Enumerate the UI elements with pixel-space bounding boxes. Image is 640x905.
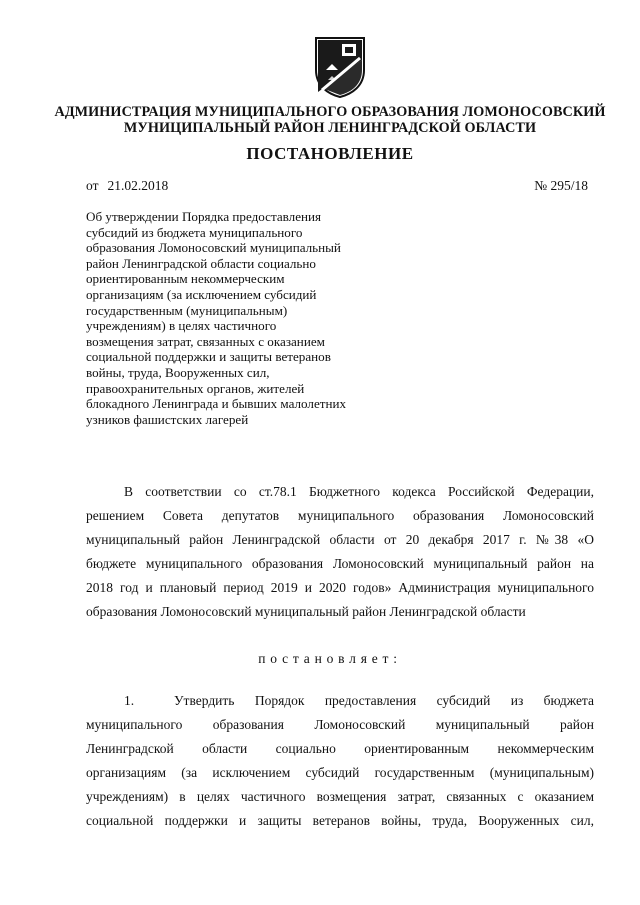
subject-line: образования Ломоносовский муниципальный <box>86 240 341 256</box>
preamble-line: бюджете муниципального образования Ломоносовский муниципальный район на <box>86 556 594 571</box>
subject-line: организациям (за исключением субсидий <box>86 286 317 302</box>
item-line-text: Утвердить Порядок предоставления субсидий из бюджета <box>174 693 594 708</box>
item-line: учреждениям) в целях частичного возмещения затрат, связанных с оказанием <box>86 789 594 804</box>
organization-name <box>40 104 620 136</box>
subject-line: ориентированным некоммерческим <box>86 271 285 287</box>
subject-line: субсидий из бюджета муниципального <box>86 224 303 240</box>
document-subject <box>86 209 346 427</box>
organization-line: МУНИЦИПАЛЬНЫЙ РАЙОН ЛЕНИНГРАДСКОЙ ОБЛАСТИ <box>123 120 537 136</box>
decree-word: постановляет: <box>258 651 402 666</box>
document-date <box>86 178 168 194</box>
document-type-title: ПОСТАНОВЛЕНИЕ <box>246 144 414 163</box>
item-line: Ленинградской области социально ориентированным некоммерческим <box>86 741 594 756</box>
subject-line: правоохранительных органов, жителей <box>86 380 305 396</box>
preamble-line: 2018 год и плановый период 2019 и 2020 годов» Администрация муниципального <box>86 580 594 595</box>
preamble-line: образования Ломоносовский муниципальный район Ленинградской области <box>86 604 526 619</box>
subject-line: узников фашистских лагерей <box>86 411 249 427</box>
organization-line: АДМИНИСТРАЦИЯ МУНИЦИПАЛЬНОГО ОБРАЗОВАНИЯ ЛОМОНОСОВСКИЙ <box>54 104 606 120</box>
subject-line: район Ленинградской области социально <box>86 255 316 271</box>
preamble-line: решением Совета депутатов муниципального образования Ломоносовский <box>86 508 594 523</box>
coat-of-arms-icon <box>314 36 366 98</box>
subject-line: учреждениям) в целях частичного <box>86 318 277 334</box>
subject-line: возмещения затрат, связанных с оказанием <box>86 333 325 349</box>
subject-line: блокадного Ленинграда и бывших малолетних <box>86 396 347 412</box>
item-number: 1. <box>124 693 135 708</box>
preamble-paragraph <box>86 480 594 624</box>
item-1-paragraph <box>86 689 594 833</box>
date-label: от <box>86 178 99 193</box>
item-line: организациям (за исключением субсидий государственным (муниципальным) <box>86 765 594 780</box>
subject-line: Об утверждении Порядка предоставления <box>86 209 322 224</box>
item-line: муниципального образования Ломоносовский муниципальный район <box>86 717 594 732</box>
subject-line: государственным (муниципальным) <box>86 302 288 318</box>
document-number: № 295/18 <box>534 178 588 193</box>
subject-line: войны, труда, Вооруженных сил, <box>86 364 270 380</box>
item-line: социальной поддержки и защиты ветеранов войны, труда, Вооруженных сил, <box>86 813 594 828</box>
preamble-line: муниципальный район Ленинградской области от 20 декабря 2017 г. №38 «О <box>86 532 594 547</box>
item-line <box>86 689 594 713</box>
preamble-line: В соответствии со ст.78.1 Бюджетного кодекса Российской Федерации, <box>124 484 594 499</box>
date-value: 21.02.2018 <box>107 178 169 193</box>
subject-line: социальной поддержки и защиты ветеранов <box>86 349 331 365</box>
